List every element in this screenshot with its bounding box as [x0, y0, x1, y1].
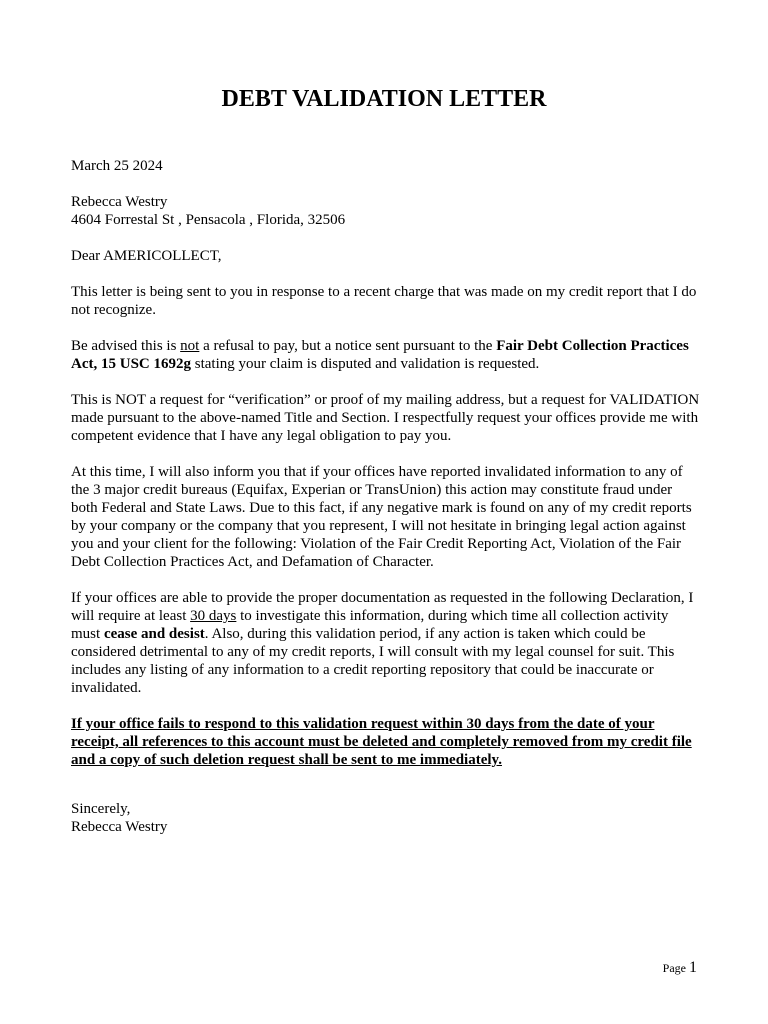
page-number-footer: [663, 958, 697, 978]
paragraph-5-bold-cease: cease and desist: [103, 626, 205, 642]
paragraph-5: [71, 589, 701, 697]
paragraph-2-text-c: a refusal to pay, but a notice sent pursuant to the: [199, 338, 497, 354]
paragraph-2-text-a: Be advised this is: [71, 338, 181, 354]
paragraph-2-underlined-not: not: [180, 338, 200, 354]
sender-name: Rebecca Westry: [71, 194, 168, 210]
paragraph-4: At this time, I will also inform you that if your offices have reported invalidated information to any of the 3 major credit bureaus (Equifax, Experian or TransUnion) this action may constitute fraud under both Federal and State Laws. Due to this fact, if any negative mark is found on any of my credit reports by your company or the company that you represent, I will not hesitate in bringing legal action against you and your client for the following: Violation of the Fair Credit Reporting Act, Violation of the Fair Debt Collection Practices Act, and Defamation of Character.: [71, 464, 692, 570]
paragraph-6-warning: If your office fails to respond to this validation request within 30 days from the date of your receipt, all references to this account must be deleted and completely removed from my credit file and a copy of such deletion request shall be sent to me immediately.: [71, 716, 692, 768]
paragraph-5-text-c: to investigate this information, during which time all collection activity must: [71, 608, 669, 642]
letter-title: DEBT VALIDATION LETTER: [221, 86, 547, 112]
letter-date: March 25 2024: [71, 158, 163, 174]
salutation: Dear AMERICOLLECT,: [71, 248, 222, 264]
paragraph-5-text-a: If your offices are able to provide the proper documentation as requested in the following Declaration, I will require at least: [71, 590, 694, 624]
paragraph-2: [71, 337, 701, 373]
paragraph-3: This is NOT a request for “verification” or proof of my mailing address, but a request for VALIDATION made pursuant to the above-named Title and Section. I respectfully request your offices provide me with competent evidence that I have any legal obligation to pay you.: [71, 392, 700, 444]
paragraph-5-text-e: . Also, during this validation period, if any action is taken which could be considered detrimental to any of my credit reports, I will consult with my legal counsel for suit. This includes any listing of any information to a credit reporting repository that could be inaccurate or invalidated.: [71, 626, 675, 696]
paragraph-2-text-e: stating your claim is disputed and validation is requested.: [191, 356, 540, 372]
signature-name: Rebecca Westry: [71, 819, 168, 835]
letter-closing: [71, 800, 471, 836]
letter-body: [71, 157, 701, 769]
page-label: Page: [662, 961, 686, 975]
closing-text: Sincerely,: [71, 801, 131, 817]
paragraph-5-underlined-days: 30 days: [190, 608, 237, 624]
page-number: 1: [689, 959, 697, 976]
sender-address: 4604 Forrestal St , Pensacola , Florida, 32506: [71, 212, 346, 228]
paragraph-2-bold-act: Fair Debt Collection Practices Act, 15 USC 1692g: [71, 338, 689, 372]
paragraph-1: This letter is being sent to you in response to a recent charge that was made on my credit report that I do not recognize.: [71, 284, 697, 318]
